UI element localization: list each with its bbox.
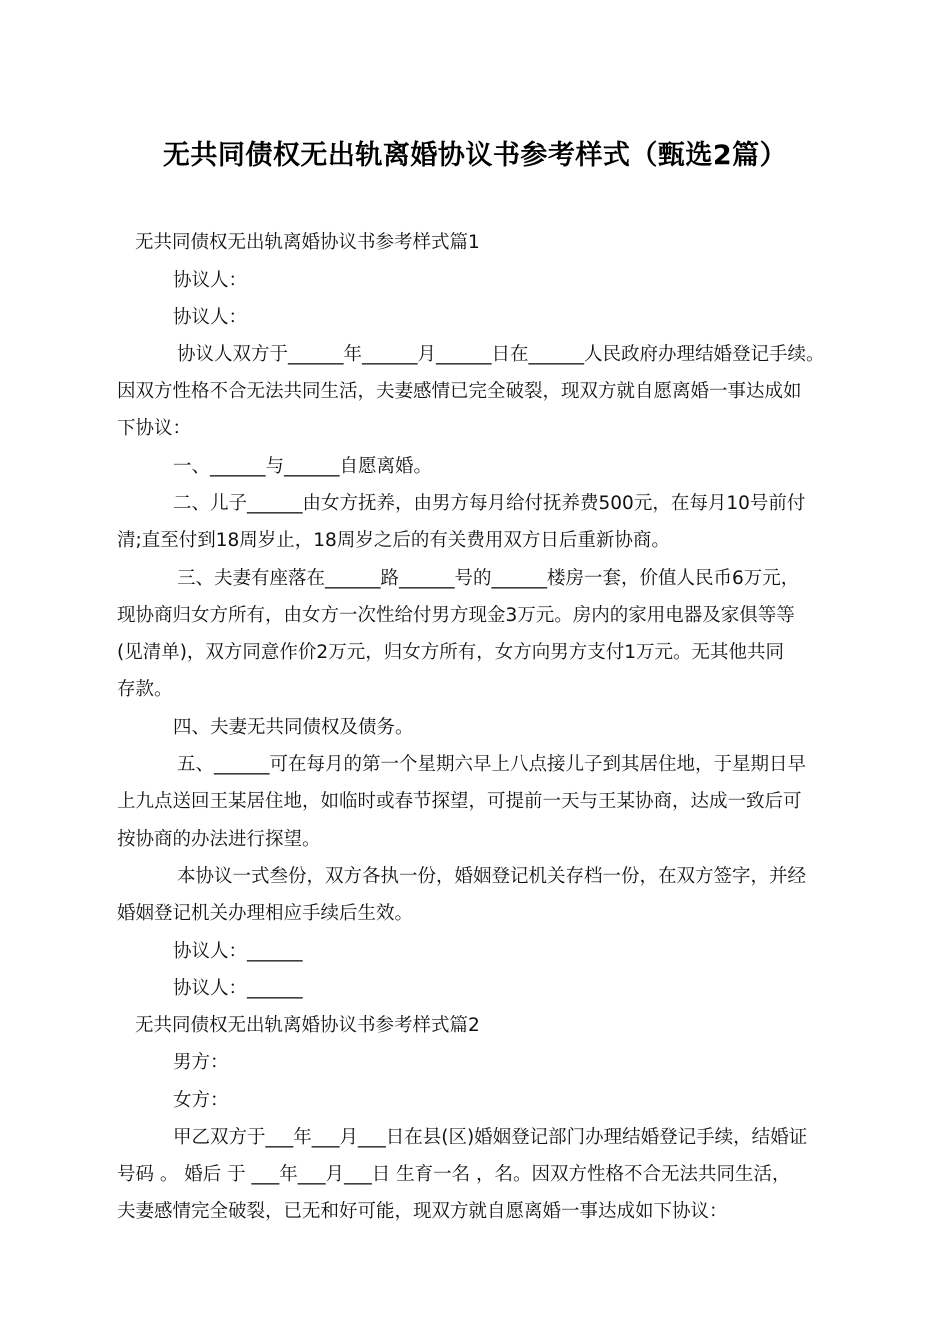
- clause-line: 现协商归女方所有，由女方一次性给付男方现金3万元。房内的家用电器及家俱等等: [117, 605, 795, 626]
- party-line: 女方：: [173, 1090, 229, 1111]
- clause-line: 一、______与______自愿离婚。: [173, 456, 433, 477]
- signature-line: 协议人：______: [173, 941, 303, 962]
- clause-line: 四、夫妻无共同债权及债务。: [173, 717, 414, 738]
- paragraph-line: 协议人双方于______年______月______日在______人民政府办理结婚登记手续。: [177, 344, 825, 365]
- clause-line: 五、______可在每月的第一个星期六早上八点接儿子到其居住地，于星期日早: [177, 754, 807, 775]
- document-title: 无共同债权无出轨离婚协议书参考样式（甄选2篇）: [162, 140, 788, 171]
- clause-line: 二、儿子______由女方抚养，由男方每月给付抚养费500元，在每月10号前付: [173, 493, 806, 514]
- clause-line: 上九点送回王某居住地，如临时或春节探望，可提前一天与王某协商，达成一致后可: [117, 791, 802, 812]
- paragraph-line: 本协议一式叁份，双方各执一份，婚姻登记机关存档一份，在双方签字，并经: [177, 866, 807, 887]
- party-line: 男方：: [173, 1052, 229, 1073]
- clause-line: 按协商的办法进行探望。: [117, 829, 321, 850]
- paragraph-line: 夫妻感情完全破裂，已无和好可能，现双方就自愿离婚一事达成如下协议：: [117, 1201, 728, 1222]
- party-line: 协议人：: [173, 307, 248, 328]
- section-heading-2: 无共同债权无出轨离婚协议书参考样式篇2: [135, 1015, 480, 1036]
- clause-line: 清;直至付到18周岁止，18周岁之后的有关费用双方日后重新协商。: [117, 530, 670, 551]
- paragraph-line: 下协议：: [117, 418, 192, 439]
- clause-line: 三、夫妻有座落在______路______号的______楼房一套，价值人民币6万元，: [177, 568, 800, 589]
- clause-line: (见清单)，双方同意作价2万元，归女方所有，女方向男方支付1万元。无其他共同: [117, 642, 784, 663]
- party-line: 协议人：: [173, 270, 248, 291]
- paragraph-line: 号码 。 婚后 于 ___年___月___日 生育一名 ，名。因双方性格不合无法共同生活，: [117, 1164, 791, 1185]
- section-heading-1: 无共同债权无出轨离婚协议书参考样式篇1: [135, 232, 480, 253]
- paragraph-line: 婚姻登记机关办理相应手续后生效。: [117, 903, 414, 924]
- paragraph-line: 甲乙双方于___年___月___日在县(区)婚姻登记部门办理结婚登记手续，结婚证: [173, 1127, 808, 1148]
- paragraph-line: 因双方性格不合无法共同生活，夫妻感情已完全破裂，现双方就自愿离婚一事达成如: [117, 381, 802, 402]
- signature-line: 协议人：______: [173, 978, 303, 999]
- clause-line: 存款。: [117, 679, 173, 700]
